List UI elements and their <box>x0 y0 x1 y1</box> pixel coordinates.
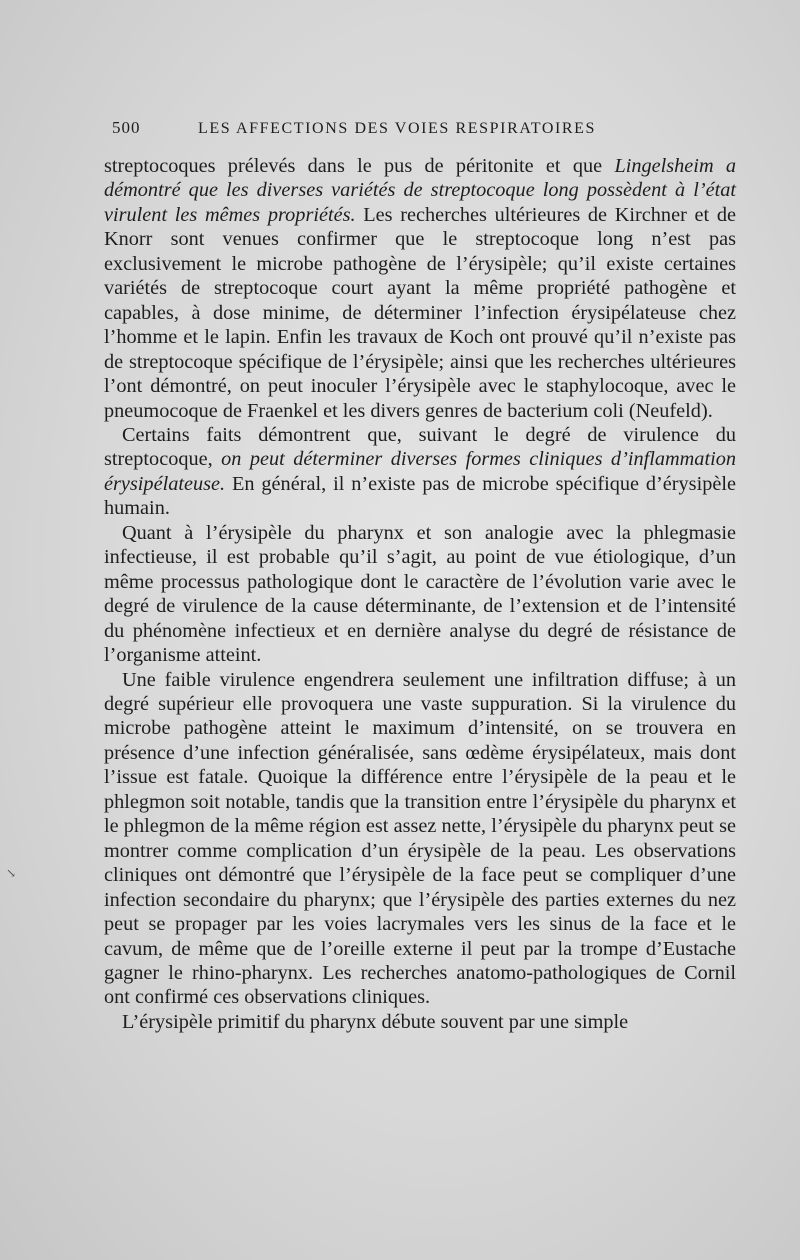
text-segment: Les recherches ultérieures de Kirchner et de Knorr sont venues confirmer que le streptocoque long n’est pas exclusivement le microbe pathogène de l’érysipèle; qu’il existe certaines variétés de streptocoque court ayant la même propriété pathogène et capables, à dose minime, de déterminer l’infection érysipélateuse chez l’homme et le lapin. Enfin les travaux de Koch ont prouvé qu’il n’existe pas de streptocoque spécifique de l’érysipèle; ainsi que les recherches ultérieures l’ont démontré, on peut inoculer l’érysipèle avec le staphylocoque, avec le pneumocoque de Fraenkel et les divers genres de bacterium coli (Neufeld). <box>104 203 736 422</box>
text-segment: streptocoques prélevés dans le pus de péritonite et que <box>104 155 615 177</box>
italic-segment: Lingelsheim a démontré que les diverses variétés de streptocoque long possèdent à l’état virulent les mêmes propriétés. <box>104 155 737 226</box>
book-page <box>104 118 736 1034</box>
body-text <box>104 154 736 1034</box>
text-segment: Une faible virulence engendrera seulement une infiltration diffuse; à un degré supérieur elle provoquera une vaste suppuration. Si la virulence du microbe pathogène atteint le maximum d’intensité, on se trouvera en présence d’une infection généralisée, sans œdème érysipélateux, mais dont l’issue est fatale. Quoique la différence entre l’érysipèle de la peau et le phlegmon soit notable, tandis que la transition entre l’érysipèle du pharynx et le phlegmon de la même région est assez nette, l’érysipèle du pharynx peut se montrer comme complication d’un érysipèle de la peau. Les observations cliniques ont démontré que l’érysipèle de la face peut se compliquer d’une infection secondaire du pharynx; que l’érysipèle des parties externes du nez peut se propager par les voies lacrymales vers les sinus de la face et le cavum, de même que de l’oreille externe il peut par la trompe d’Eustache gagner le rhino-pharynx. Les recherches anatomo-pathologiques de Cornil ont confirmé ces observations cliniques. <box>104 668 736 1009</box>
text-segment: L’érysipèle primitif du pharynx débute souvent par une simple <box>122 1010 629 1033</box>
text-segment: Certains faits démontrent que, suivant le degré de virulence du streptocoque, <box>104 423 736 471</box>
italic-segment: on peut déterminer diverses formes cliniques d’inflammation érysipélateuse. <box>104 448 736 495</box>
paragraph-4 <box>104 668 736 1010</box>
text-segment: En général, il n’existe pas de microbe spécifique d’érysipèle humain. <box>104 472 736 520</box>
page-header <box>104 118 736 140</box>
paragraph-2 <box>104 423 736 521</box>
margin-mark: ↘ <box>6 866 17 880</box>
page-number: 500 <box>112 118 141 137</box>
paragraph-1 <box>104 154 736 423</box>
paragraph-5 <box>104 1010 736 1034</box>
text-segment: Quant à l’érysipèle du pharynx et son analogie avec la phlegmasie infectieuse, il est probable qu’il s’agit, au point de vue étiologique, d’un même processus pathologique dont le caractère de l’évolution varie avec le degré de virulence de la cause déterminante, de l’extension et de l’intensité du phénomène infectieux et en dernière analyse du degré de résistance de l’organisme atteint. <box>104 521 736 667</box>
paragraph-3 <box>104 521 736 668</box>
running-title: LES AFFECTIONS DES VOIES RESPIRATOIRES <box>198 120 597 137</box>
